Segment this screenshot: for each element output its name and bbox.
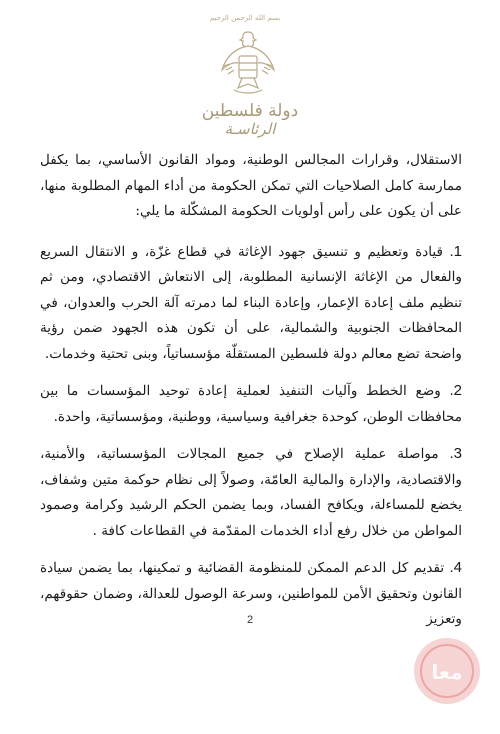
item-text: وضع الخطط وآليات التنفيذ لعملية إعادة توحيد المؤسسات ما بين محافظات الوطن، كوحدة جغرافية وسياسية، ووطنية، ومؤسساتية، واحدة. xyxy=(40,383,462,425)
watermark-text: معا xyxy=(431,660,463,684)
office-name: الرئاسـة xyxy=(224,120,276,138)
item-text: مواصلة عملية الإصلاح في جميع المجالات المؤسساتية، والأمنية، والاقتصادية، والإدارة والمالية العامّة، وصولاً إلى نظام حوكمة متين وشفاف، يخضع للمساءلة، ويكافح الفساد، وبما يضمن الحكم الرشيد وكرامة وصمود المواطن من خلال رفع أداء الخدمات المقدّمة في القطاعات كافة . xyxy=(40,446,462,539)
item-number: 1. xyxy=(449,242,463,260)
item-number: 4. xyxy=(449,559,462,576)
list-item-3 xyxy=(40,441,462,544)
item-number: 2. xyxy=(449,382,462,399)
palestinian-eagle-emblem-icon xyxy=(218,26,278,98)
state-name: دولة فلسطين xyxy=(201,101,299,121)
item-text: تقديم كل الدعم الممكن للمنظومة القضائية و تمكينها، بما يضمن سيادة القانون وتحقيق الأمن للمواطنين، وسرعة الوصول للعدالة، وضمان حقوقهم، وتعزيز xyxy=(40,560,462,627)
basmala-caption: بسم الله الرحمن الرحيم xyxy=(209,14,281,22)
item-text: قيادة وتعظيم و تنسيق جهود الإغاثة في قطاع غزّة، و الانتقال السريع والفعال من الإغاثة الإنسانية المطلوبة، إلى الانتعاش الاقتصادي، ومن ثم تنظيم ملف إعادة الإعمار، وإعادة البناء لما دمرته آلة الحرب والعدوان، في المحافظات الجنوبية والشمالية، على أن تكون هذه الجهود ضمن رؤية واضحة تضع معالم دولة فلسطين المستقلّة مؤسساتياً، وبنى تحتية وخدمات. xyxy=(40,243,462,362)
list-item-2 xyxy=(40,378,462,430)
maan-logo-watermark-icon xyxy=(412,636,482,706)
intro-paragraph: الاستقلال، وقرارات المجالس الوطنية، ومواد القانون الأساسي، بما يكفل ممارسة كامل الصلاحيات التي تمكن الحكومة من أداء المهام المطلوبة منها، على أن يكون على رأس أولويات الحكومة المشكّلة ما يلي: xyxy=(40,152,462,219)
document-body xyxy=(40,148,462,633)
item-number: 3. xyxy=(449,445,462,462)
page-number: 2 xyxy=(246,614,254,626)
list-item-1 xyxy=(40,239,462,368)
letterhead xyxy=(0,0,500,150)
